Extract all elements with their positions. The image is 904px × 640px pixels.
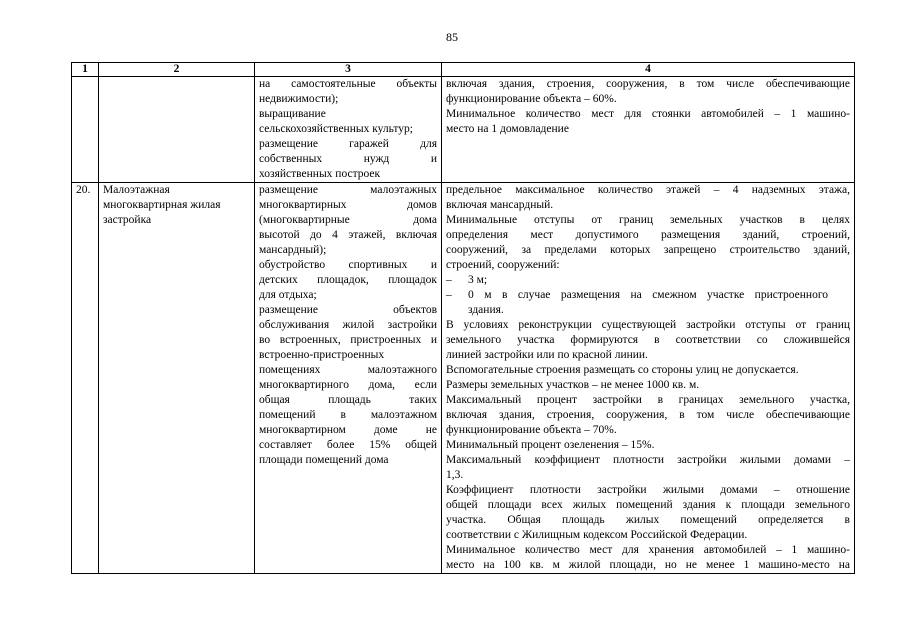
text-line: хозяйственных построек [259,168,381,180]
text-line: сельскохозяйственных культур; [259,123,413,135]
page-number: 85 [446,30,458,44]
cell-parameters [442,183,855,574]
text-line: Максимальный коэффициент плотности застройки жилыми домами – [446,454,850,466]
text-line: место на 100 кв. м жилой площади, но не менее 1 машино-место на [446,559,850,571]
text-line: Минимальные отступы от границ земельных участков в целях [446,214,850,226]
cell-number [72,77,99,183]
text-line: земельного участка формируются в соответствии со сложившейся [446,334,850,346]
text-line [446,273,850,288]
text-line: предельное максимальное количество этажей – 4 надземных этажа, [446,184,850,196]
list-text: 3 м; [468,274,488,286]
text-line: помещений в малоэтажном [259,409,437,421]
text-line: Минимальное количество мест для хранения автомобилей – 1 машино- [446,544,850,556]
header-col-1: 1 [72,63,99,77]
text-line: многоквартирная жилая [103,199,221,211]
list-dash: – [446,274,452,286]
text-line: 1,3. [446,469,464,481]
text-line: Минимальный процент озеленения – 15%. [446,439,655,451]
text-line: помещениях малоэтажного [259,364,437,376]
cell-name [99,77,255,183]
text-line: включая мансардный. [446,199,554,211]
text-line: выращивание [259,108,326,120]
cell-parameters [442,77,855,183]
text-line: определения мест допустимого размещения зданий, строений, [446,229,850,241]
header-col-2: 2 [99,63,255,77]
text-line: функционирование объекта – 60%. [446,93,617,105]
text-line: составляет более 15% общей [259,439,437,451]
cell-number: 20. [72,183,99,574]
cell-name [99,183,255,574]
text-line: застройка [103,214,152,226]
text-line: место на 1 домовладение [446,123,569,135]
text-line [446,288,850,303]
text-line: линией застройки или по красной линии. [446,349,648,361]
text-line: строений, сооружений: [446,259,560,271]
text-line: для отдыха; [259,289,317,301]
text-line: общая площадь таких [259,394,437,406]
text-line: площади помещений дома [259,454,389,466]
text-line: многоквартирного дома, если [259,379,437,391]
list-text: 0 м в случае размещения на смежном участке пристроенного [468,289,828,301]
text-line: обслуживания жилой застройки [259,319,437,331]
cell-permitted-use [255,77,442,183]
text-line: мансардный); [259,244,327,256]
text-line: сооружений, за пределами которых запрещено строительство зданий, [446,244,850,256]
text-line: высотой до 4 этажей, включая [259,229,437,241]
text-line: многоквартирных домов [259,199,437,211]
text-line: Малоэтажная [103,184,170,196]
header-col-3: 3 [255,63,442,77]
table-row-20 [72,183,855,574]
text-line: Размеры земельных участков – не менее 1000 кв. м. [446,379,700,391]
text-line: включая здания, строения, сооружения, в том числе обеспечивающие [446,78,850,90]
text-line: участка. Общая площадь жилых помещений определяется в [446,514,850,526]
text-line: Вспомогательные строения размещать со стороны улиц не допускается. [446,364,799,376]
text-line: размещение малоэтажных [259,184,437,196]
text-line: недвижимости); [259,93,339,105]
list-dash: – [446,289,452,301]
header-row [72,63,855,77]
text-line: собственных нужд и [259,153,437,165]
text-line: многоквартирном доме не [259,424,437,436]
list-text: здания. [468,304,504,316]
text-line: (многоквартирные дома [259,214,437,226]
text-line: Минимальное количество мест для стоянки автомобилей – 1 машино- [446,108,850,120]
text-line: размещение гаражей для [259,138,437,150]
text-line: детских площадок, площадок [259,274,437,286]
text-line: функционирование объекта – 70%. [446,424,617,436]
header-col-4: 4 [442,63,855,77]
text-line: Максимальный процент застройки в границах земельного участка, [446,394,850,406]
text-line: включая здания, строения, сооружения, в том числе обеспечивающие [446,409,850,421]
cell-permitted-use [255,183,442,574]
text-line: размещение объектов [259,304,437,316]
text-line: встроенно-пристроенных [259,349,385,361]
text-line [446,303,850,318]
table-row-continued [72,77,855,183]
text-line: на самостоятельные объекты [259,78,437,90]
text-line: общей площади всех жилых помещений здания к площади земельного [446,499,850,511]
text-line: обустройство спортивных и [259,259,437,271]
text-line: Коэффициент плотности застройки жилыми домами – отношение [446,484,850,496]
text-line: В условиях реконструкции существующей застройки отступы от границ [446,319,850,331]
regulations-table [71,62,855,574]
text-line: соответствии с Жилищным кодексом Российской Федерации. [446,529,748,541]
text-line: во встроенных, пристроенных и [259,334,437,346]
